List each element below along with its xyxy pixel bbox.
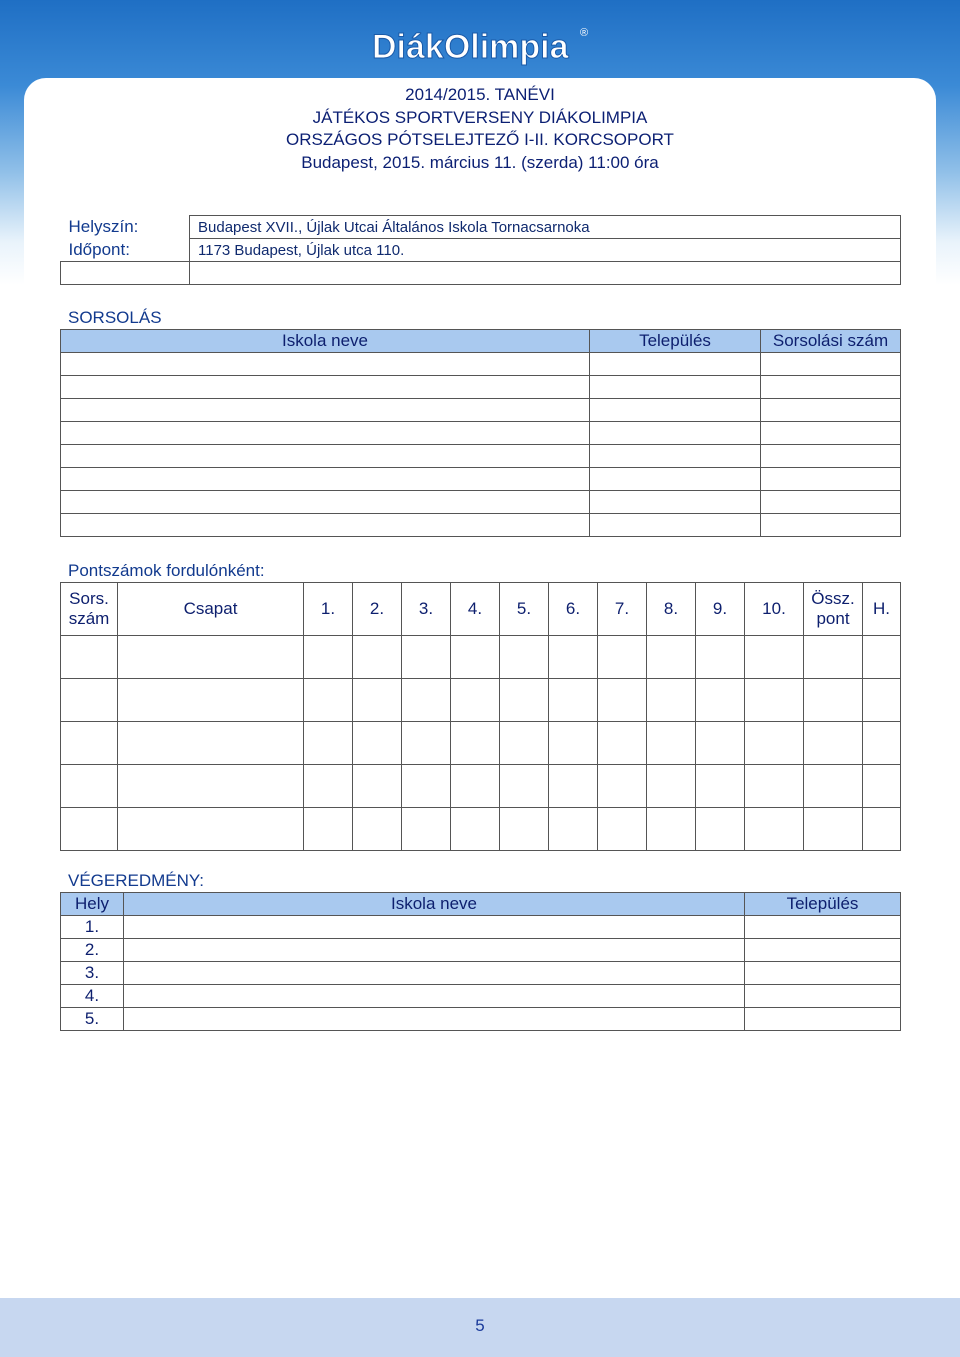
- event-heading: [0, 84, 960, 174]
- table-row: [61, 491, 901, 514]
- table-row: [61, 916, 901, 939]
- scores-col-round: 8.: [647, 583, 696, 636]
- time-label: Időpont:: [61, 239, 190, 262]
- draw-col-number: Sorsolási szám: [761, 330, 901, 353]
- diakolimpia-logo: [372, 22, 592, 70]
- scores-col-round: 6.: [549, 583, 598, 636]
- place-number: 1.: [61, 916, 124, 939]
- scores-col-round: 1.: [304, 583, 353, 636]
- heading-event: JÁTÉKOS SPORTVERSENY DIÁKOLIMPIA: [312, 107, 648, 127]
- scores-col-place: H.: [863, 583, 901, 636]
- table-row: [61, 445, 901, 468]
- scores-col-total: Össz. pont: [804, 583, 863, 636]
- time-value: 1173 Budapest, Újlak utca 110.: [190, 239, 901, 262]
- scores-col-team: Csapat: [118, 583, 304, 636]
- draw-table: [60, 329, 901, 537]
- heading-stage: ORSZÁGOS PÓTSELEJTEZŐ I-II. KORCSOPORT: [286, 130, 674, 149]
- scores-title: Pontszámok fordulónként:: [68, 561, 265, 580]
- result-title: VÉGEREDMÉNY:: [68, 871, 205, 890]
- place-number: 4.: [61, 985, 124, 1008]
- place-number: 3.: [61, 962, 124, 985]
- venue-table: [60, 215, 901, 285]
- result-col-school: Iskola neve: [124, 893, 745, 916]
- scores-col-round: 5.: [500, 583, 549, 636]
- scores-col-round: 2.: [353, 583, 402, 636]
- venue-value: Budapest XVII., Újlak Utcai Általános Iskola Tornacsarnoka: [190, 216, 901, 239]
- venue-label: Helyszín:: [61, 216, 190, 239]
- table-row: [61, 765, 901, 808]
- scores-col-round: 10.: [745, 583, 804, 636]
- result-col-town: Település: [745, 893, 901, 916]
- place-number: 2.: [61, 939, 124, 962]
- table-row: [61, 376, 901, 399]
- table-row: [61, 1008, 901, 1031]
- scores-table: [60, 582, 901, 851]
- draw-col-town: Település: [590, 330, 761, 353]
- table-row: [61, 679, 901, 722]
- table-row: [61, 722, 901, 765]
- draw-col-school: Iskola neve: [61, 330, 590, 353]
- info-empty-cell: [61, 262, 190, 285]
- draw-title: SORSOLÁS: [68, 308, 162, 327]
- result-table: [60, 892, 901, 1031]
- table-row: [61, 514, 901, 537]
- heading-date: Budapest, 2015. március 11. (szerda) 11:00 óra: [301, 152, 659, 172]
- table-row: [61, 962, 901, 985]
- place-number: 5.: [61, 1008, 124, 1031]
- result-col-place: Hely: [61, 893, 124, 916]
- table-row: [61, 808, 901, 851]
- scores-col-round: 3.: [402, 583, 451, 636]
- table-row: [61, 399, 901, 422]
- table-row: [61, 985, 901, 1008]
- scores-col-round: 7.: [598, 583, 647, 636]
- scores-col-sors: Sors. szám: [61, 583, 118, 636]
- info-empty-cell: [190, 262, 901, 285]
- heading-year: 2014/2015. TANÉVI: [405, 85, 555, 104]
- table-row: [61, 468, 901, 491]
- table-row: [61, 939, 901, 962]
- svg-text:®: ®: [580, 27, 589, 39]
- svg-text:DiákOlimpia: DiákOlimpia: [372, 28, 569, 66]
- table-row: [61, 422, 901, 445]
- table-row: [61, 636, 901, 679]
- page-number: 5: [475, 1316, 485, 1335]
- scores-col-round: 4.: [451, 583, 500, 636]
- scores-col-round: 9.: [696, 583, 745, 636]
- table-row: [61, 353, 901, 376]
